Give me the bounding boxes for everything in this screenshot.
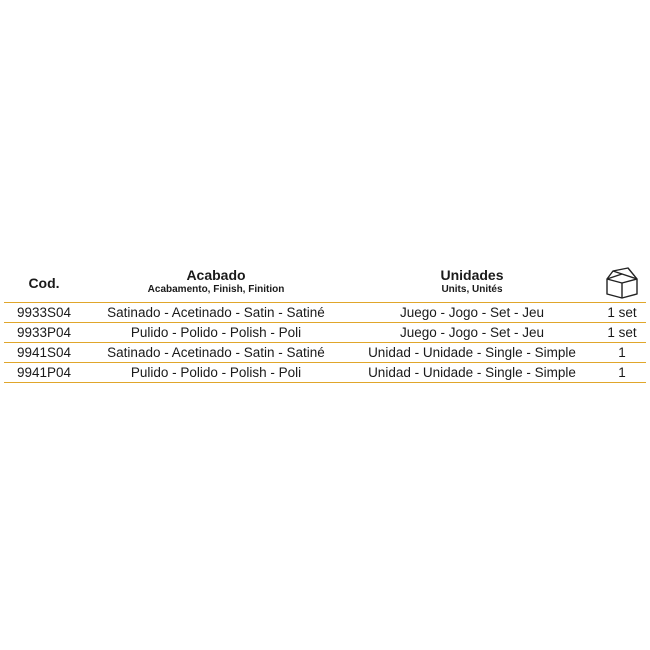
header-units-subtitle: Units, Unités [441, 284, 503, 295]
header-units-title: Unidades [440, 267, 504, 283]
cell-finish: Satinado - Acetinado - Satin - Satiné [107, 305, 325, 320]
cell-code: 9941P04 [16, 365, 72, 380]
cell-code: 9933S04 [16, 305, 72, 320]
table-header [4, 262, 646, 302]
table-row [4, 322, 646, 342]
cell-units: Juego - Jogo - Set - Jeu [399, 325, 545, 340]
cell-quantity: 1 [618, 345, 626, 360]
cell-units: Unidad - Unidade - Single - Simple [368, 365, 576, 380]
table-body [4, 302, 646, 383]
table-row [4, 302, 646, 322]
cell-units: Juego - Jogo - Set - Jeu [399, 305, 545, 320]
cell-finish: Pulido - Polido - Polish - Poli [130, 325, 302, 340]
cell-code: 9941S04 [16, 345, 72, 360]
cell-finish: Pulido - Polido - Polish - Poli [130, 365, 302, 380]
cell-finish: Satinado - Acetinado - Satin - Satiné [107, 345, 325, 360]
header-finish-title: Acabado [186, 267, 246, 283]
table-row [4, 362, 646, 383]
box-icon [604, 267, 640, 299]
product-table [4, 262, 646, 383]
header-code: Cod. [28, 275, 60, 291]
table-row [4, 342, 646, 362]
cell-quantity: 1 [618, 365, 626, 380]
cell-units: Unidad - Unidade - Single - Simple [368, 345, 576, 360]
cell-quantity: 1 set [607, 305, 637, 320]
header-finish-subtitle: Acabamento, Finish, Finition [147, 284, 285, 295]
cell-code: 9933P04 [16, 325, 72, 340]
cell-quantity: 1 set [607, 325, 637, 340]
